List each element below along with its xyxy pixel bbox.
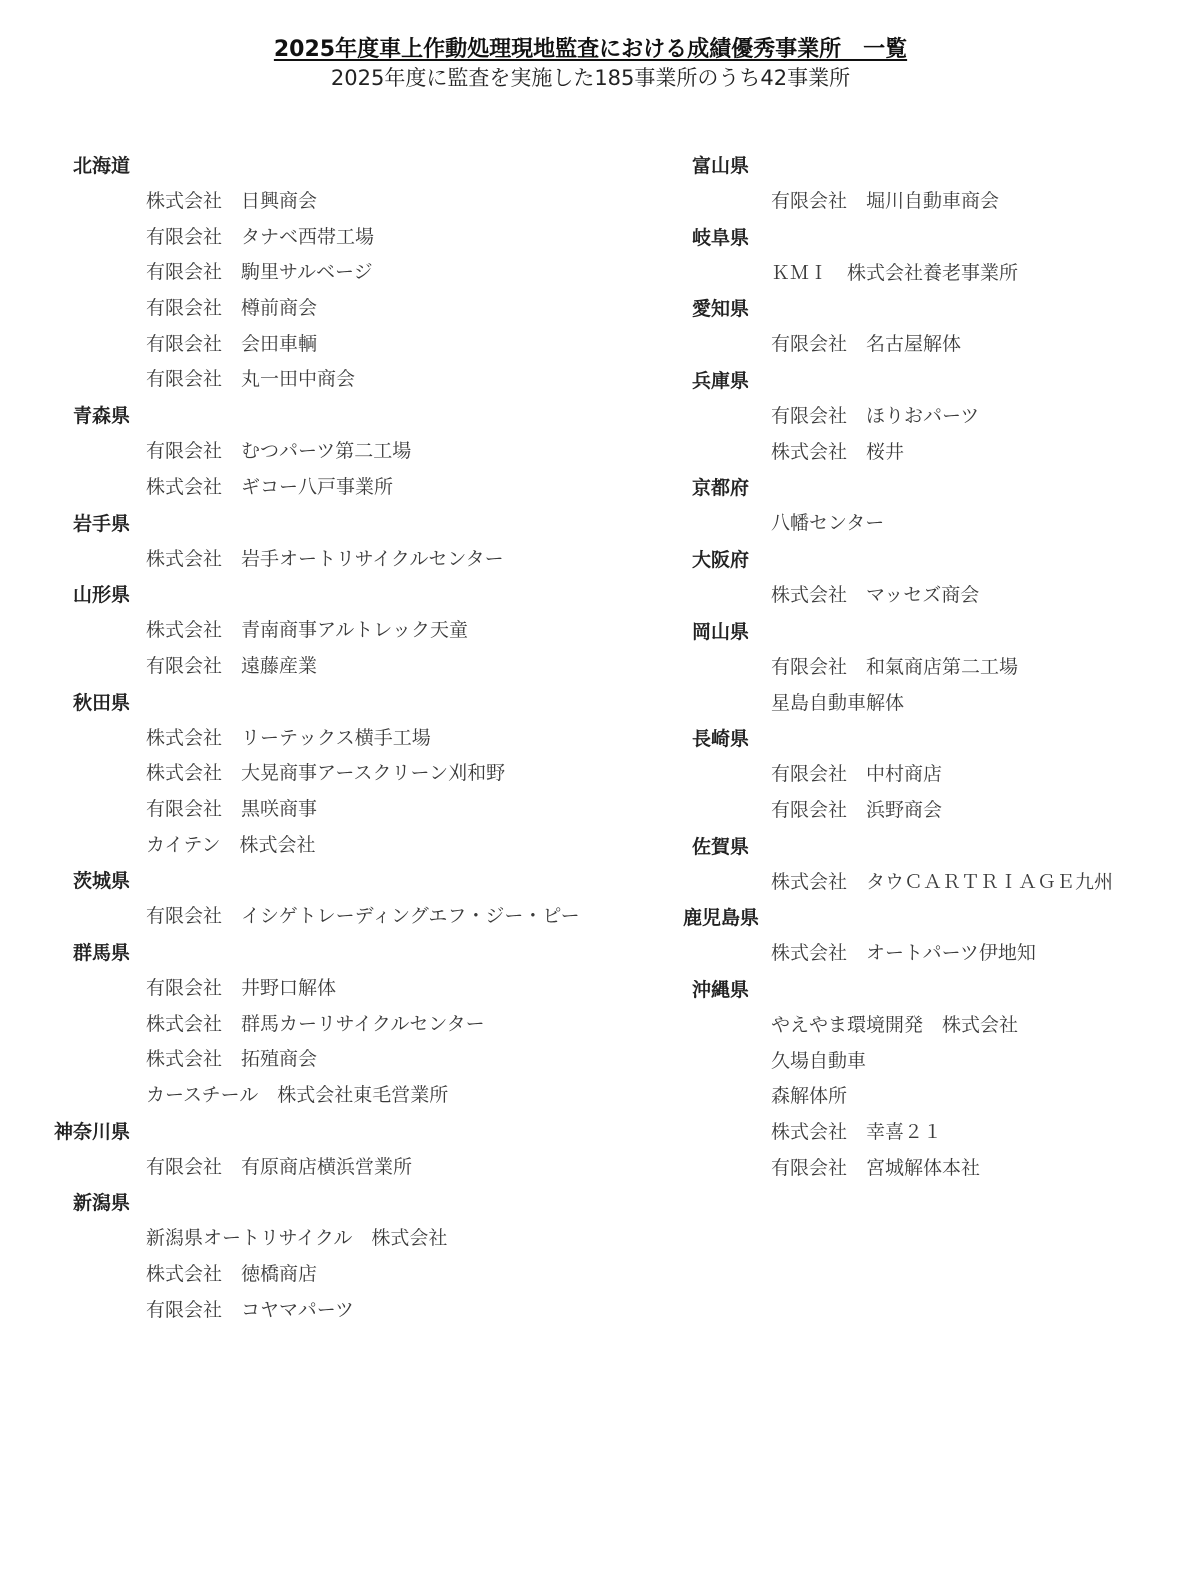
company-item: 有限会社 浜野商会 [771,798,943,821]
company-item: 有限会社 会田車輌 [146,332,318,355]
prefecture-name: 富山県 [691,155,749,177]
company-list [50,184,650,398]
company-item: 星島自動車解体 [771,691,905,714]
prefecture-name: 岩手県 [72,512,130,535]
company-list [680,865,1160,901]
company-item: 八幡センター [771,512,885,535]
company-item: 有限会社 ほりおパーツ [771,405,980,428]
company-list [680,1008,1160,1186]
company-list [680,757,1160,828]
prefecture-name: 京都府 [691,477,749,500]
prefecture-name: 長崎県 [691,728,749,751]
company-item: やえやま環境開発 株式会社 [771,1013,1019,1036]
page-title: 2025年度車上作動処理現地監査における成績優秀事業所 一覧 [273,37,908,62]
prefecture-block [50,1114,650,1186]
company-item: 株式会社 マッセズ商会 [771,584,980,607]
prefecture-name: 青森県 [72,405,130,428]
prefecture-name: 佐賀県 [691,835,749,858]
company-item: 株式会社 ギコー八戸事業所 [146,475,394,498]
prefecture-name: 岐阜県 [691,226,749,249]
company-item: 有限会社 丸一田中商会 [146,368,356,391]
company-list [50,971,650,1114]
prefecture-block [680,220,1160,292]
company-item: カースチール 株式会社東毛営業所 [146,1084,449,1107]
company-item: 株式会社 桜井 [771,440,905,463]
left-column [50,148,650,1329]
prefecture-block [680,829,1160,901]
company-item: 有限会社 イシゲトレーディングエフ・ジー・ピー [146,905,580,928]
company-list [50,1150,650,1186]
company-item: 有限会社 名古屋解体 [771,333,962,356]
prefecture-block [50,398,650,505]
page-subtitle: 2025年度に監査を実施した185事業所のうち42事業所 [330,66,851,90]
company-item: 株式会社 群馬カーリサイクルセンター [146,1012,485,1035]
company-list [680,327,1160,363]
company-item: 株式会社 岩手オートリサイクルセンター [146,547,504,570]
prefecture-block [50,577,650,684]
prefecture-name: 兵庫県 [691,370,749,393]
company-list [50,1221,650,1328]
company-list [680,506,1160,542]
company-list [680,256,1160,292]
company-item: 株式会社 タウＣＡＲＴＲＩＡＧＥ九州 [771,870,1114,893]
page-header [0,36,1181,92]
prefecture-name: 愛知県 [691,298,749,321]
company-item: カイテン 株式会社 [146,833,316,856]
prefecture-name: 新潟県 [72,1192,130,1215]
company-list [50,899,650,935]
company-item: 久場自動車 [771,1049,867,1072]
prefecture-block [680,900,1160,972]
prefecture-block [680,972,1160,1186]
prefecture-name: 群馬県 [72,942,130,964]
prefecture-block [680,291,1160,363]
company-item: 株式会社 青南商事アルトレック天童 [146,619,469,642]
company-list [680,650,1160,721]
prefecture-name: 北海道 [72,155,130,177]
company-item: 有限会社 和氣商店第二工場 [771,655,1019,678]
company-item: 株式会社 大晃商事アースクリーン刈和野 [146,762,506,785]
prefecture-block [680,721,1160,828]
prefecture-block [50,863,650,935]
prefecture-name: 岡山県 [691,620,749,643]
company-item: 有限会社 コヤマパーツ [146,1298,355,1321]
company-item: 株式会社 リーテックス横手工場 [146,726,431,749]
company-item: 新潟県オートリサイクル 株式会社 [146,1227,448,1250]
company-item: 有限会社 遠藤産業 [146,654,318,677]
prefecture-name: 茨城県 [72,870,130,893]
company-item: 有限会社 黒咲商事 [146,797,318,820]
company-item: 株式会社 幸喜２１ [771,1121,943,1143]
company-list [50,434,650,505]
prefecture-name: 秋田県 [72,691,130,714]
prefecture-block [680,363,1160,470]
company-item: 株式会社 拓殖商会 [146,1048,318,1071]
prefecture-name: 神奈川県 [53,1120,130,1143]
prefecture-block [680,614,1160,721]
prefecture-name: 沖縄県 [691,978,749,1001]
prefecture-block [680,470,1160,542]
prefecture-block [50,935,650,1114]
prefecture-block [50,148,650,398]
company-item: 有限会社 井野口解体 [146,977,337,999]
company-item: 有限会社 有原商店横浜営業所 [146,1155,413,1178]
company-list [680,936,1160,972]
prefecture-block [50,506,650,578]
right-column [680,148,1160,1186]
company-list [50,721,650,864]
company-list [680,399,1160,470]
company-item: 有限会社 中村商店 [771,763,943,786]
company-list [50,613,650,684]
company-item: 森解体所 [771,1085,848,1108]
company-item: 有限会社 宮城解体本社 [771,1156,981,1179]
prefecture-block [680,542,1160,614]
company-item: 株式会社 徳橋商店 [146,1263,318,1286]
company-item: 有限会社 タナベ西帯工場 [146,225,375,248]
prefecture-name: 鹿児島県 [682,907,759,930]
company-item: 株式会社 オートパーツ伊地知 [771,942,1036,965]
company-item: 有限会社 駒里サルベージ [146,261,373,284]
prefecture-block [680,148,1160,220]
company-list [680,184,1160,220]
company-list [50,542,650,578]
company-list [680,578,1160,614]
company-item: 株式会社 日興商会 [146,190,318,212]
prefecture-name: 大阪府 [691,549,749,572]
company-item: 有限会社 堀川自動車商会 [771,190,1000,212]
company-item: ＫＭＩ 株式会社養老事業所 [771,261,1019,284]
prefecture-name: 山形県 [72,584,130,607]
prefecture-block [50,1185,650,1328]
company-item: 有限会社 樽前商会 [146,297,318,320]
company-item: 有限会社 むつパーツ第二工場 [146,440,412,463]
prefecture-block [50,685,650,864]
